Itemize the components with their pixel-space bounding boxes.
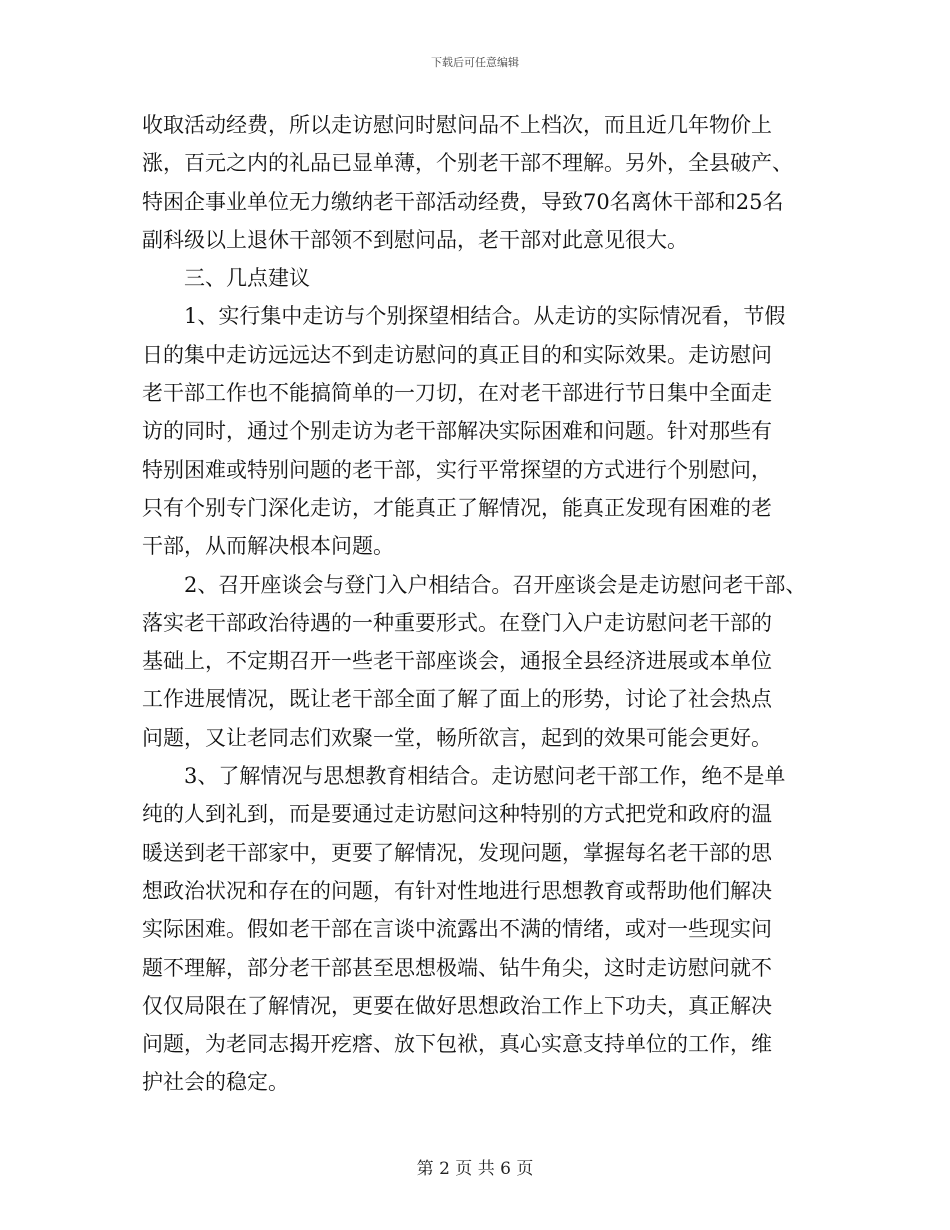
paragraph-start: 1、实行集中走访与个别探望相结合。从走访的实际情况看，节假 <box>184 304 786 329</box>
text-line: 涨，百元之内的礼品已显单薄，个别老干部不理解。另外，全县破产、 <box>142 151 793 176</box>
text-line: 收取活动经费，所以走访慰问时慰问品不上档次，而且近几年物价上 <box>142 113 772 137</box>
text-line: 护社会的稳定。 <box>142 1070 289 1095</box>
text-line: 老干部工作也不能搞简单的一刀切，在对老干部进行节日集中全面走 <box>142 381 772 406</box>
text-line: 落实老干部政治待遇的一种重要形式。在登门入户走访慰问老干部的 <box>142 610 772 635</box>
text-line: 问题，为老同志揭开疙瘩、放下包袱，真心实意支持单位的工作，维 <box>142 1032 772 1057</box>
header-note: 下载后可任意编辑 <box>431 56 519 69</box>
body-text <box>142 106 814 1102</box>
text-line: 想政治状况和存在的问题，有针对性地进行思想教育或帮助他们解决 <box>142 878 772 903</box>
text-line: 只有个别专门深化走访，才能真正了解情况，能真正发现有困难的老 <box>142 495 772 520</box>
text-line: 暖送到老干部家中，更要了解情况，发现问题，掌握每名老干部的思 <box>142 840 772 865</box>
text-line: 特困企事业单位无力缴纳老干部活动经费，导致70名离休干部和25名 <box>142 189 784 214</box>
text-line: 特别困难或特别问题的老干部，实行平常探望的方式进行个别慰问， <box>142 457 772 482</box>
text-line: 仅仅局限在了解情况，更要在做好思想政治工作上下功夫，真正解决 <box>142 993 772 1018</box>
page-number: 第 2 页 共 6 页 <box>416 1159 534 1179</box>
text-line: 访的同时，通过个别走访为老干部解决实际困难和问题。针对那些有 <box>142 419 772 444</box>
text-line: 问题，又让老同志们欢聚一堂，畅所欲言，起到的效果可能会更好。 <box>142 725 772 750</box>
section-heading: 三、几点建议 <box>184 266 310 291</box>
text-line: 副科级以上退休干部领不到慰问品，老干部对此意见很大。 <box>142 227 688 252</box>
text-line: 基础上，不定期召开一些老干部座谈会，通报全县经济进展或本单位 <box>142 649 772 674</box>
text-line: 题不理解，部分老干部甚至思想极端、钻牛角尖，这时走访慰问就不 <box>142 955 772 980</box>
text-line: 实际困难。假如老干部在言谈中流露出不满的情绪，或对一些现实问 <box>142 917 772 942</box>
paragraph-start: 2、召开座谈会与登门入户相结合。召开座谈会是走访慰问老干部、 <box>184 572 807 597</box>
text-line: 日的集中走访远远达不到走访慰问的真正目的和实际效果。走访慰问 <box>142 342 772 367</box>
text-line: 干部，从而解决根本问题。 <box>142 534 394 559</box>
text-line: 纯的人到礼到，而是要通过走访慰问这种特别的方式把党和政府的温 <box>142 802 772 827</box>
text-line: 工作进展情况，既让老干部全面了解了面上的形势，讨论了社会热点 <box>142 687 772 712</box>
paragraph-start: 3、了解情况与思想教育相结合。走访慰问老干部工作，绝不是单 <box>184 764 786 789</box>
